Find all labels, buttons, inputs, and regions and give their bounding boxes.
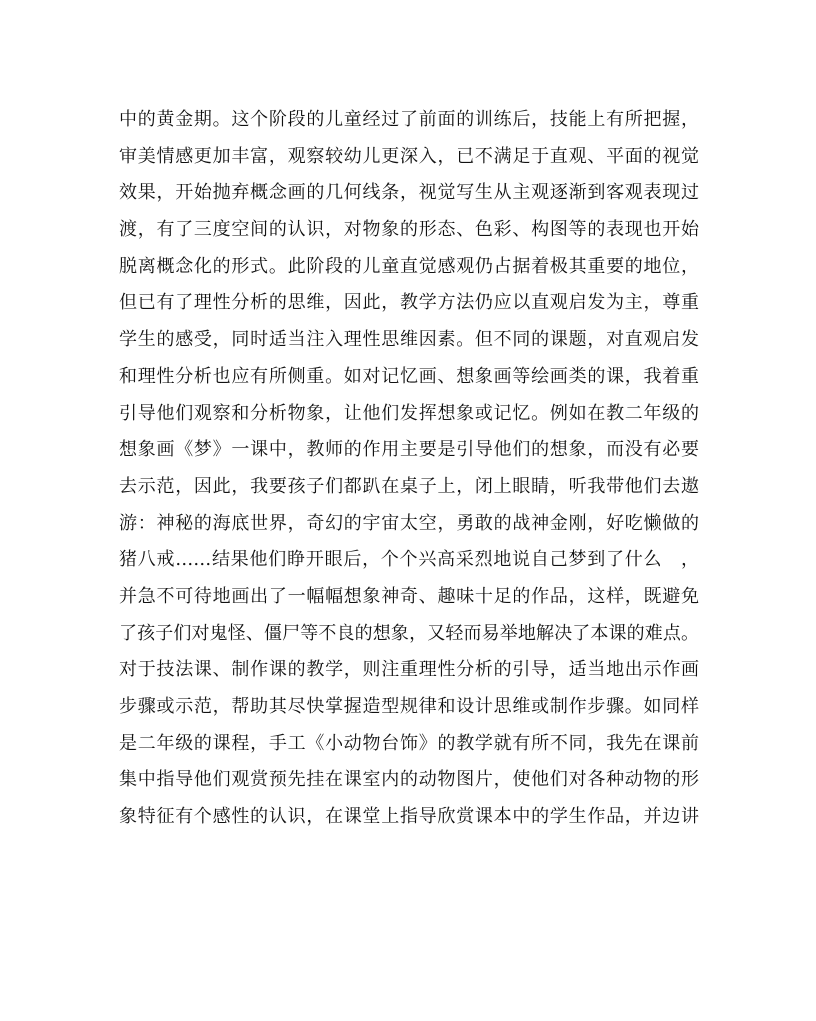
text-line-10: 想象画《梦》一课中，教师的作用主要是引导他们的想象，而没有必要 — [119, 439, 699, 461]
text-line-4: 渡，有了三度空间的认识，对物象的形态、色彩、构图等的表现也开始 — [119, 219, 699, 241]
text-line-18: 是二年级的课程，手工《小动物台饰》的教学就有所不同，我先在课前 — [119, 732, 699, 754]
text-line-20: 象特征有个感性的认识，在课堂上指导欣赏课本中的学生作品，并边讲 — [119, 806, 699, 828]
text-line-14: 并急不可待地画出了一幅幅想象神奇、趣味十足的作品，这样，既避免 — [119, 585, 699, 607]
text-line-11: 去示范，因此，我要孩子们都趴在桌子上，闭上眼睛，听我带他们去遨 — [119, 475, 699, 497]
text-line-16: 对于技法课、制作课的教学，则注重理性分析的引导，适当地出示作画 — [119, 659, 699, 681]
text-line-3: 效果，开始抛弃概念画的几何线条，视觉写生从主观逐渐到客观表现过 — [119, 182, 699, 204]
text-line-1: 中的黄金期。这个阶段的儿童经过了前面的训练后，技能上有所把握， — [119, 109, 699, 130]
text-line-7: 学生的感受，同时适当注入理性思维因素。但不同的课题，对直观启发 — [119, 329, 699, 351]
text-line-17: 步骤或示范，帮助其尽快掌握造型规律和设计思维或制作步骤。如同样 — [119, 696, 699, 717]
text-line-8: 和理性分析也应有所侧重。如对记忆画、想象画等绘画类的课，我着重 — [119, 365, 699, 387]
body-text — [119, 102, 699, 836]
text-line-12: 游：神秘的海底世界，奇幻的宇宙太空，勇敢的战神金刚，好吃懒做的 — [119, 512, 699, 534]
text-line-2: 审美情感更加丰富，观察较幼儿更深入，已不满足于直观、平面的视觉 — [119, 145, 699, 167]
text-line-9: 引导他们观察和分析物象，让他们发挥想象或记忆。例如在教二年级的 — [119, 402, 699, 424]
text-line-19: 集中指导他们观赏预先挂在课室内的动物图片，使他们对各种动物的形 — [119, 769, 699, 791]
text-line-13: 猪八戒……结果他们睁开眼后，个个兴高采烈地说自己梦到了什么 ， — [119, 549, 699, 571]
text-line-5: 脱离概念化的形式。此阶段的儿童直觉感观仍占据着极其重要的地位， — [119, 255, 699, 277]
text-line-15: 了孩子们对鬼怪、僵尸等不良的想象，又轻而易举地解决了本课的难点。 — [119, 622, 699, 644]
text-line-6: 但已有了理性分析的思维，因此，教学方法仍应以直观启发为主，尊重 — [119, 292, 699, 314]
